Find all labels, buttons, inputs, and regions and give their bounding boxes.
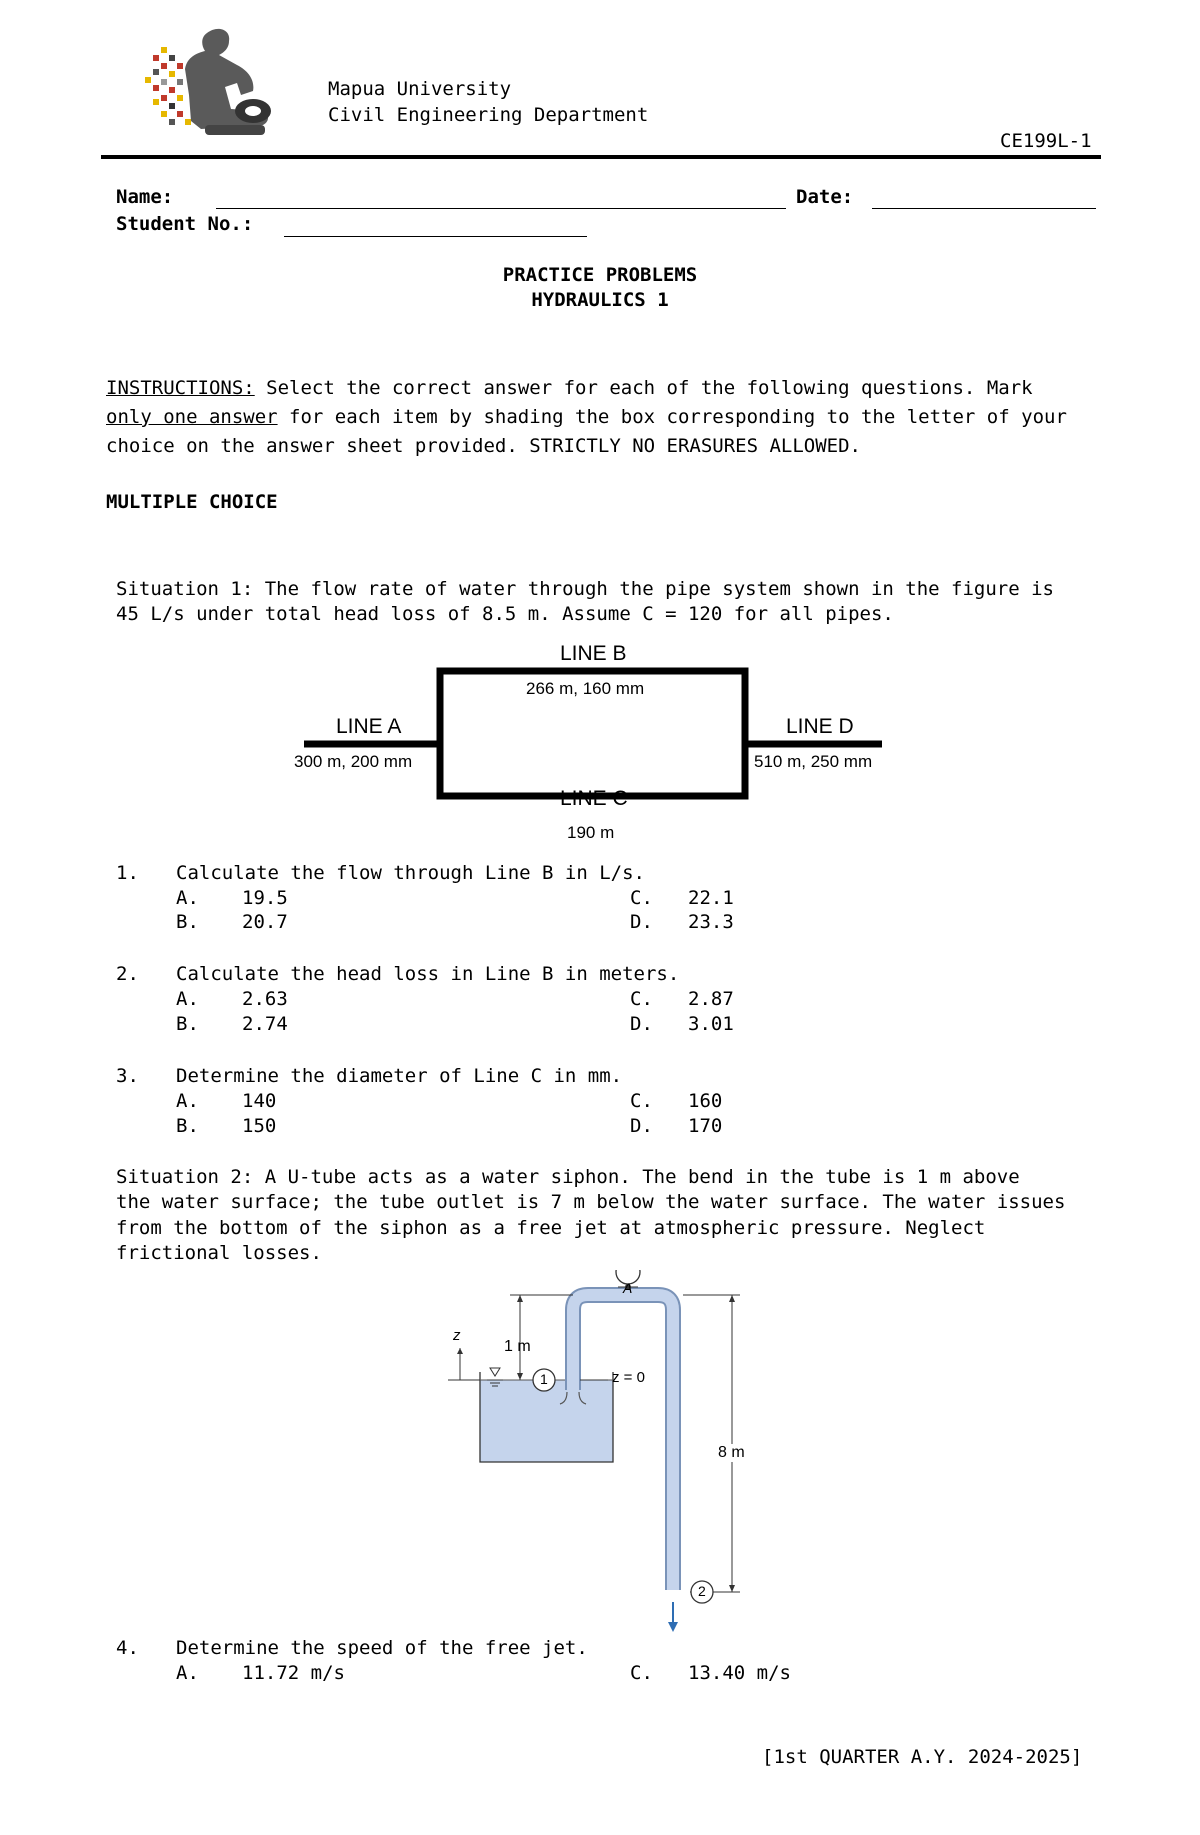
point-1-label: 1 <box>540 1371 548 1387</box>
university-name: Mapua University <box>328 78 512 100</box>
choice-letter-a: A. <box>176 1662 199 1684</box>
choice-d: 23.3 <box>688 911 734 933</box>
z-axis-label: z <box>453 1327 461 1344</box>
choice-a: 2.63 <box>242 988 288 1010</box>
choice-letter-c: C. <box>630 1662 653 1684</box>
choice-d: 3.01 <box>688 1013 734 1035</box>
situation-1-line-1: Situation 1: The flow rate of water through the pipe system shown in the figure is <box>116 578 1054 600</box>
question-text: Determine the diameter of Line C in mm. <box>176 1065 623 1087</box>
choice-letter-d: D. <box>630 1013 653 1035</box>
tank-water <box>480 1380 613 1462</box>
choice-d: 170 <box>688 1115 723 1137</box>
situation-2-line-2: the water surface; the tube outlet is 7 m below the water surface. The water issues <box>116 1191 1066 1213</box>
student-no-label: Student No.: <box>116 213 254 235</box>
department-name: Civil Engineering Department <box>328 104 649 126</box>
question-text: Calculate the flow through Line B in L/s. <box>176 862 645 884</box>
university-logo <box>145 25 300 145</box>
question-number: 1. <box>116 862 139 884</box>
instructions-text-3: choice on the answer sheet provided. STRICTLY NO ERASURES ALLOWED. <box>106 435 861 457</box>
choice-c: 22.1 <box>688 887 734 909</box>
choice-letter-a: A. <box>176 1090 199 1112</box>
choice-c: 2.87 <box>688 988 734 1010</box>
instructions-emphasis: only one answer <box>106 406 278 428</box>
situation-2-line-3: from the bottom of the siphon as a free jet at atmospheric pressure. Neglect <box>116 1217 986 1239</box>
choice-c: 13.40 m/s <box>688 1662 791 1684</box>
choice-letter-d: D. <box>630 911 653 933</box>
point-a-label: A <box>623 1280 633 1296</box>
choice-a: 19.5 <box>242 887 288 909</box>
choice-letter-a: A. <box>176 988 199 1010</box>
question-text: Calculate the head loss in Line B in meters. <box>176 963 680 985</box>
choice-b: 150 <box>242 1115 277 1137</box>
date-label: Date: <box>796 186 854 208</box>
line-b-label: LINE B <box>560 642 627 665</box>
section-title: MULTIPLE CHOICE <box>106 491 278 513</box>
choice-letter-b: B. <box>176 911 199 933</box>
situation-2-line-4: frictional losses. <box>116 1242 322 1264</box>
name-field-line <box>216 208 786 209</box>
instructions-text-2: for each item by shading the box corresponding to the letter of your <box>277 406 1067 428</box>
choice-letter-c: C. <box>630 988 653 1010</box>
line-a-label: LINE A <box>336 715 402 738</box>
z-zero-label: z = 0 <box>612 1369 645 1386</box>
line-a-spec: 300 m, 200 mm <box>294 752 413 771</box>
page-subtitle: HYDRAULICS 1 <box>531 289 669 311</box>
instructions-text-1: Select the correct answer for each of the following questions. Mark <box>254 377 1033 399</box>
eight-m-label: 8 m <box>718 1444 745 1461</box>
choice-a: 11.72 m/s <box>242 1662 345 1684</box>
pipe-network-diagram <box>290 636 910 846</box>
choice-letter-a: A. <box>176 887 199 909</box>
name-label: Name: <box>116 186 174 208</box>
one-m-label: 1 m <box>504 1338 531 1355</box>
choice-letter-d: D. <box>630 1115 653 1137</box>
line-d-spec: 510 m, 250 mm <box>754 752 873 771</box>
student-no-field-line <box>284 236 587 237</box>
choice-letter-b: B. <box>176 1115 199 1137</box>
choice-c: 160 <box>688 1090 723 1112</box>
instructions <box>106 345 1106 461</box>
point-2-label: 2 <box>698 1583 706 1599</box>
situation-2-line-1: Situation 2: A U-tube acts as a water siphon. The bend in the tube is 1 m above <box>116 1166 1020 1188</box>
instructions-label: INSTRUCTIONS: <box>106 377 255 399</box>
choice-letter-c: C. <box>630 887 653 909</box>
header-rule <box>101 155 1101 159</box>
choice-letter-b: B. <box>176 1013 199 1035</box>
course-code: CE199L-1 <box>1000 130 1092 152</box>
question-text: Determine the speed of the free jet. <box>176 1637 588 1659</box>
question-number: 2. <box>116 963 139 985</box>
line-c-spec: 190 m <box>567 823 615 842</box>
line-c-label: LINE C <box>560 787 628 810</box>
question-number: 4. <box>116 1637 139 1659</box>
line-d-label: LINE D <box>786 715 854 738</box>
line-b-spec: 266 m, 160 mm <box>526 679 645 698</box>
choice-a: 140 <box>242 1090 277 1112</box>
question-number: 3. <box>116 1065 139 1087</box>
choice-letter-c: C. <box>630 1090 653 1112</box>
choice-b: 2.74 <box>242 1013 288 1035</box>
situation-1-line-2: 45 L/s under total head loss of 8.5 m. Assume C = 120 for all pipes. <box>116 603 894 625</box>
choice-b: 20.7 <box>242 911 288 933</box>
date-field-line <box>872 208 1096 209</box>
footer-quarter: [1st QUARTER A.Y. 2024-2025] <box>762 1746 1083 1768</box>
page-title: PRACTICE PROBLEMS <box>502 264 698 286</box>
